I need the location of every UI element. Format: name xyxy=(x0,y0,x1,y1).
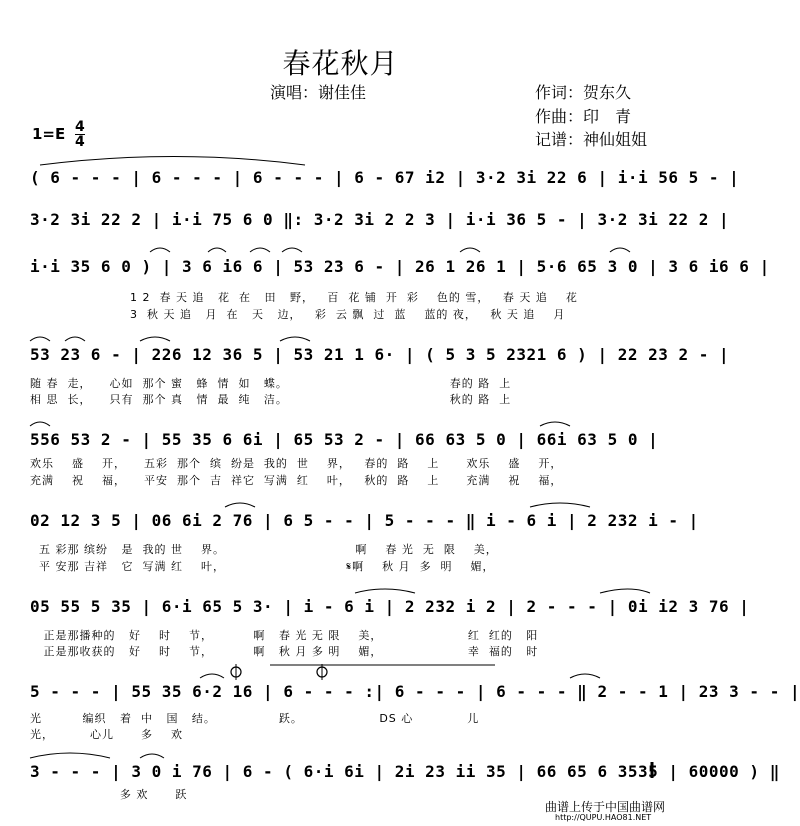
transcriber-credit: 记谱：神仙姐姐 xyxy=(535,130,648,149)
score-row: 53 23 6 - | 226 12 36 5 | 53 21 1 6· | ( 5 3 5 2321 6 ) | 22 23 2 - | xyxy=(30,345,730,364)
time-sig-top: 4 xyxy=(75,119,85,135)
song-title: 春花秋月 xyxy=(282,47,399,80)
lyric-line: 3 秋 天 追 月 在 天 边， 彩 云 飘 过 蓝 蓝的 夜， 秋 天 追 月 xyxy=(130,308,566,321)
lyric-line: 平 安那 吉祥 它 写满 红 叶， 𝄋啊 秋 月 多 明 媚， xyxy=(30,560,495,573)
score-row: 3 - - - | 3 0 i 76 | 6 - ( 6·i 6i | 2i 23 ii 35 | 66 65 6 3535 | 60000 ) ‖ xyxy=(30,762,780,781)
lyricist-credit: 作词：贺东久 xyxy=(535,83,632,102)
score-row: ( 6 - - - | 6 - - - | 6 - - - | 6 - 67 i2 | 3·2 3i 22 6 | i·i 56 5 - | xyxy=(30,168,740,187)
score-row: i·i 35 6 0 ) | 3 6 i6 6 | 53 23 6 - | 26 1 26 1 | 5·6 65 3 0 | 3 6 i6 6 | xyxy=(30,257,770,276)
lyric-line: 相 思 长， 只有 那个 真 情 最 纯 洁。 秋的 路 上 xyxy=(30,393,512,406)
score-row: 556 53 2 - | 55 35 6 6i | 65 53 2 - | 66 63 5 0 | 66i 63 5 0 | xyxy=(30,430,659,449)
singer-credit: 演唱：谢佳佳 xyxy=(270,83,367,102)
lyric-line: 正是那收获的 好 时 节， 啊 秋 月 多 明 媚， 幸 福的 时 xyxy=(30,645,539,658)
lyric-line: 充满 祝 福， 平安 那个 吉 祥它 写满 红 叶， 秋的 路 上 充满 祝 福， xyxy=(30,474,563,487)
lyric-line: 多 欢 跃 xyxy=(30,788,188,801)
score-row: 02 12 3 5 | 06 6i 2 76 | 6 5 - - | 5 - - - ‖ i - 6 i | 2 232 i - | xyxy=(30,511,699,530)
lyric-line: 1 2 春 天 追 花 在 田 野， 百 花 铺 开 彩 色的 雪， 春 天 追 花 xyxy=(130,291,578,304)
lyric-line: 光 编织 着 中 国 结。 跃。 DS 心 儿 xyxy=(30,712,480,725)
key-signature: 1=E xyxy=(32,125,66,143)
score-row: 05 55 5 35 | 6·i 65 5 3· | i - 6 i | 2 232 i 2 | 2 - - - | 0i i2 3 76 | xyxy=(30,597,750,616)
footer-watermark: 曲谱上传于中国曲谱网 xyxy=(545,800,666,814)
lyric-line: 欢乐 盛 开， 五彩 那个 缤 纷是 我的 世 界， 春的 路 上 欢乐 盛 开， xyxy=(30,457,563,470)
score-row: 5 - - - | 55 35 6·2 16 | 6 - - - :| 6 - - - | 6 - - - ‖ 2 - - 1 | 23 3 - - | xyxy=(30,682,800,701)
lyric-line: 正是那播种的 好 时 节， 啊 春 光 无 限 美， 红 红的 阳 xyxy=(30,629,539,642)
composer-credit: 作曲：印 青 xyxy=(535,107,632,126)
time-sig-bottom: 4 xyxy=(75,134,85,150)
lyric-line: 五 彩那 缤纷 是 我的 世 界。 啊 春 光 无 限 美， xyxy=(30,543,498,556)
lyric-line: 光， 心儿 多 欢 xyxy=(30,728,183,741)
lyric-line: 随 春 走， 心如 那个 蜜 蜂 情 如 蝶。 春的 路 上 xyxy=(30,377,512,390)
footer-url: http://QUPU.HAO81.NET xyxy=(555,813,652,822)
score-row: 3·2 3i 22 2 | i·i 75 6 0 ‖: 3·2 3i 2 2 3 | i·i 36 5 - | 3·2 3i 22 2 | xyxy=(30,210,730,229)
